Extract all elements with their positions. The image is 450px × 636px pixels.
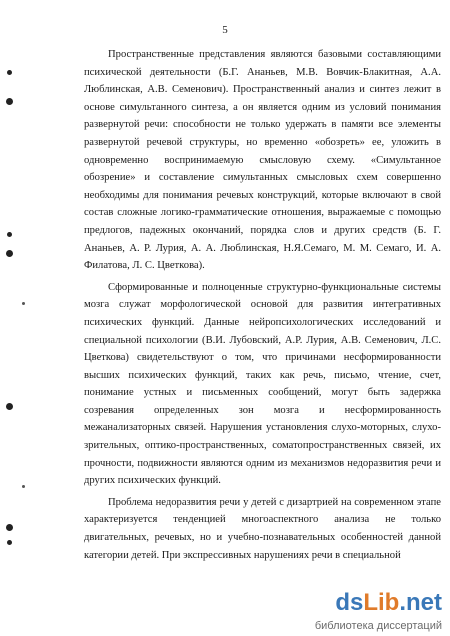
watermark-logo-net: .net [399, 589, 442, 616]
binding-hole-mark [6, 524, 13, 531]
watermark-logo [335, 590, 442, 616]
paragraph: Сформированные и полноценные структурно-функциональные системы мозга служат морфологической основой для развития интегративных психических функций. Данные нейропсихологических исследований и специальной психологии (В.И. Лубовский, А.Р. Лурия, А.В. Семенович, Л.С. Цветкова) свидетельствуют о том, что причинами несформированности высших психических функций, таких как речь, письмо, чтение, счет, понимание устных и письменных сообщений, могут быть задержка созревания определенных зон мозга и несформированность межанализаторных связей. Нарушения установления слухо-моторных, слухо-зрительных, оптико-пространственных, соматопространственных связей, их прочности, подвижности являются одним из механизмов недоразвития речи и других психических функций. [84, 281, 441, 487]
binding-hole-mark [6, 250, 13, 257]
paragraph: Пространственные представления являются базовыми составляющими психической деятельности (Б.Г. Ананьев, М.В. Вовчик-Блакитная, А.А. Люблинская, А.В. Семенович). Пространственный анализ и синтез лежит в основе симультанного синтеза, а он является одним из условий понимания развернутой речи: способности не только удержать в памяти все элементы развернутой речевой структуры, но временно «обозреть» ее, уложить в одновременно воспринимаемую смысловую схему. «Симультанное обозрение» и составление симультанных смысловых схем совершенно необходимы для понимания речевых конструкций, которые включают в свой состав сложные логико-грамматические отношения, выражаемые с помощью предлогов, падежных окончаний, порядка слов и других средств (Б. Г. Ананьев, А. Р. Лурия, А. А. Люблинская, Н.Я.Семаго, М. М. Семаго, И. А. Филатова, Л. С. Цветкова). [84, 49, 441, 272]
scan-artifact [22, 485, 25, 488]
body-text [84, 46, 441, 568]
paragraph: Проблема недоразвития речи у детей с дизартрией на современном этапе характеризуется тенденцией многоаспектного анализа не только двигательных, речевых, но и учебно-познавательных особенностей данной категории детей. При экспрессивных нарушениях речи в специальной [84, 496, 441, 561]
scan-artifact [22, 302, 25, 305]
watermark-logo-lib: Lib [363, 589, 400, 616]
watermark-tagline: библиотека диссертаций [314, 620, 442, 632]
binding-hole-mark [7, 540, 12, 545]
watermark-logo-ds: ds [335, 589, 364, 616]
binding-hole-mark [7, 70, 12, 75]
binding-hole-mark [7, 232, 12, 237]
binding-hole-mark [6, 403, 13, 410]
watermark [292, 590, 442, 632]
page-number: 5 [222, 24, 228, 36]
binding-hole-mark [6, 98, 13, 105]
